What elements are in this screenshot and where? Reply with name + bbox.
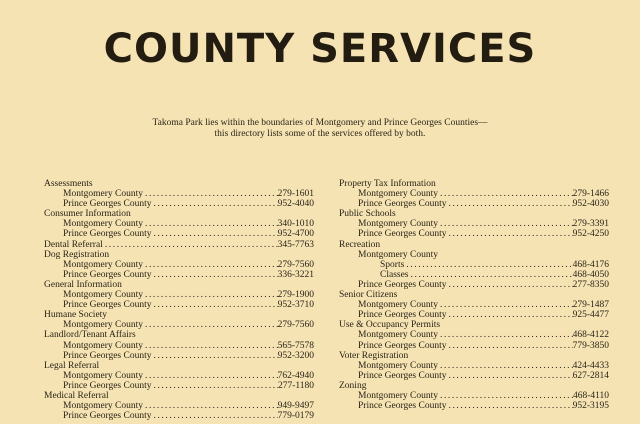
dot-leader xyxy=(103,240,278,250)
dot-leader xyxy=(446,371,572,381)
directory-entry xyxy=(339,341,609,351)
entry-label: Consumer Information xyxy=(44,209,131,220)
entry-label: Montgomery County xyxy=(358,249,438,260)
directory-heading xyxy=(339,351,609,361)
directory-heading xyxy=(44,250,314,260)
entry-label: Prince Georges County xyxy=(358,229,447,240)
directory-entry xyxy=(44,411,314,421)
dot-leader xyxy=(151,300,277,310)
directory-entry xyxy=(44,320,314,330)
phone-number: 277-8350 xyxy=(572,279,609,290)
dot-leader xyxy=(446,341,572,351)
directory-entry xyxy=(339,199,609,209)
directory-heading xyxy=(339,240,609,250)
left-directory-column xyxy=(44,179,314,421)
directory-entry xyxy=(44,371,314,381)
dot-leader xyxy=(143,401,278,411)
directory-entry xyxy=(339,229,609,239)
dot-leader xyxy=(143,290,278,300)
directory-entry xyxy=(44,341,314,351)
entry-label: Prince Georges County xyxy=(358,370,447,381)
entry-label: Montgomery County xyxy=(63,259,143,270)
dot-leader xyxy=(438,361,573,371)
entry-label: Montgomery County xyxy=(63,219,143,230)
phone-number: 468-4122 xyxy=(572,330,609,341)
directory-entry xyxy=(44,300,314,310)
phone-number: 279-3391 xyxy=(572,219,609,230)
dot-leader xyxy=(143,320,278,330)
entry-label: Classes xyxy=(380,269,409,280)
dot-leader xyxy=(409,270,573,280)
entry-label: Landlord/Tenant Affairs xyxy=(44,330,136,341)
dot-leader xyxy=(151,381,277,391)
dot-leader xyxy=(446,199,572,209)
phone-number: 627-2814 xyxy=(572,370,609,381)
phone-number: 952-4700 xyxy=(277,229,314,240)
phone-number: 952-3710 xyxy=(277,300,314,311)
entry-label: Prince Georges County xyxy=(63,269,152,280)
directory-entry xyxy=(44,401,314,411)
directory-heading xyxy=(44,310,314,320)
entry-label: Prince Georges County xyxy=(358,340,447,351)
entry-label: Montgomery County xyxy=(63,370,143,381)
dot-leader xyxy=(404,260,572,270)
directory-entry xyxy=(44,351,314,361)
entry-label: Montgomery County xyxy=(358,189,438,200)
dot-leader xyxy=(438,391,573,401)
directory-entry xyxy=(339,300,609,310)
entry-label: Prince Georges County xyxy=(358,199,447,210)
dot-leader xyxy=(143,189,278,199)
entry-label: Medical Referral xyxy=(44,390,109,401)
entry-label: Recreation xyxy=(339,239,381,250)
phone-number: 952-3195 xyxy=(572,401,609,412)
entry-label: Montgomery County xyxy=(63,189,143,200)
directory-heading xyxy=(339,179,609,189)
entry-label: Montgomery County xyxy=(358,390,438,401)
phone-number: 779-0179 xyxy=(277,411,314,422)
intro-text xyxy=(0,118,640,140)
phone-number: 279-1601 xyxy=(277,189,314,200)
phone-number: 345-7763 xyxy=(277,239,314,250)
phone-number: 779-3850 xyxy=(572,340,609,351)
entry-label: Montgomery County xyxy=(63,290,143,301)
directory-heading xyxy=(339,381,609,391)
dot-leader xyxy=(438,330,573,340)
directory-heading xyxy=(44,280,314,290)
phone-number: 424-4433 xyxy=(572,360,609,371)
directory-heading xyxy=(339,320,609,330)
phone-number: 279-1487 xyxy=(572,300,609,311)
entry-label: Assessments xyxy=(44,179,93,189)
dot-leader xyxy=(438,189,573,199)
directory-entry xyxy=(339,280,609,290)
entry-label: Prince Georges County xyxy=(358,279,447,290)
entry-label: Senior Citizens xyxy=(339,290,398,301)
directory-heading xyxy=(44,179,314,189)
dot-leader xyxy=(438,300,573,310)
dot-leader xyxy=(446,280,572,290)
directory-entry xyxy=(339,361,609,371)
entry-label: Dog Registration xyxy=(44,249,110,260)
entry-label: Sports xyxy=(380,259,405,270)
entry-label: Legal Referral xyxy=(44,360,100,371)
phone-number: 952-4250 xyxy=(572,229,609,240)
directory-heading xyxy=(44,391,314,401)
directory-entry xyxy=(44,199,314,209)
directory-heading xyxy=(339,209,609,219)
entry-label: Prince Georges County xyxy=(63,380,152,391)
directory-heading xyxy=(44,209,314,219)
entry-label: Humane Society xyxy=(44,310,108,321)
phone-number: 468-4176 xyxy=(572,259,609,270)
entry-label: Public Schools xyxy=(339,209,396,220)
phone-number: 565-7578 xyxy=(277,340,314,351)
directory-entry xyxy=(44,270,314,280)
directory-entry xyxy=(339,270,609,280)
dot-leader xyxy=(151,229,277,239)
page-title: COUNTY SERVICES xyxy=(103,26,537,72)
phone-number: 925-4477 xyxy=(572,310,609,321)
dot-leader xyxy=(446,401,572,411)
phone-number: 952-3200 xyxy=(277,350,314,361)
directory-heading xyxy=(44,361,314,371)
entry-label: Prince Georges County xyxy=(63,229,152,240)
phone-number: 340-1010 xyxy=(277,219,314,230)
directory-entry xyxy=(44,189,314,199)
phone-number: 336-3221 xyxy=(277,269,314,280)
phone-number: 279-1466 xyxy=(572,189,609,200)
directory-entry xyxy=(44,229,314,239)
dot-leader xyxy=(143,371,278,381)
intro-line-1: Takoma Park lies within the boundaries of Montgomery and Prince Georges Counties— xyxy=(152,118,488,128)
directory-entry xyxy=(339,260,609,270)
dot-leader xyxy=(151,351,277,361)
dot-leader xyxy=(143,260,278,270)
dot-leader xyxy=(438,219,573,229)
phone-number: 468-4050 xyxy=(572,269,609,280)
phone-number: 277-1180 xyxy=(277,380,314,391)
dot-leader xyxy=(151,199,277,209)
entry-label: Montgomery County xyxy=(358,219,438,230)
directory-entry xyxy=(339,330,609,340)
entry-label: Prince Georges County xyxy=(63,300,152,311)
directory-entry xyxy=(339,310,609,320)
entry-label: General Information xyxy=(44,279,122,290)
phone-number: 468-4110 xyxy=(572,390,609,401)
entry-label: Zoning xyxy=(339,380,367,391)
entry-label: Dental Referral xyxy=(44,239,103,250)
dot-leader xyxy=(446,229,572,239)
directory-entry xyxy=(339,371,609,381)
phone-number: 279-7560 xyxy=(277,259,314,270)
directory-entry xyxy=(44,290,314,300)
phone-number: 762-4940 xyxy=(277,370,314,381)
directory-entry xyxy=(339,189,609,199)
phone-number: 952-4030 xyxy=(572,199,609,210)
entry-label: Voter Registration xyxy=(339,350,409,361)
entry-label: Use & Occupancy Permits xyxy=(339,320,441,331)
entry-label: Prince Georges County xyxy=(63,199,152,210)
directory-entry xyxy=(339,401,609,411)
entry-label: Prince Georges County xyxy=(63,411,152,422)
phone-number: 279-1900 xyxy=(277,290,314,301)
entry-label: Montgomery County xyxy=(63,401,143,412)
directory-entry xyxy=(44,260,314,270)
dot-leader xyxy=(143,219,278,229)
entry-label: Montgomery County xyxy=(63,320,143,331)
dot-leader xyxy=(143,341,278,351)
phone-number: 952-4040 xyxy=(277,199,314,210)
directory-entry xyxy=(44,381,314,391)
directory-heading xyxy=(44,240,314,250)
directory-entry xyxy=(339,219,609,229)
entry-label: Property Tax Information xyxy=(339,179,436,189)
intro-line-2: this directory lists some of the services offered by both. xyxy=(214,129,426,139)
entry-label: Montgomery County xyxy=(358,330,438,341)
right-directory-column xyxy=(339,179,609,411)
directory-heading xyxy=(339,290,609,300)
entry-label: Prince Georges County xyxy=(358,310,447,321)
dot-leader xyxy=(151,270,277,280)
dot-leader xyxy=(151,411,277,421)
phone-number: 279-7560 xyxy=(277,320,314,331)
directory-heading xyxy=(44,330,314,340)
entry-label: Montgomery County xyxy=(358,360,438,371)
phone-number: 949-9497 xyxy=(277,401,314,412)
entry-label: Prince Georges County xyxy=(63,350,152,361)
directory-entry xyxy=(339,391,609,401)
entry-label: Montgomery County xyxy=(63,340,143,351)
dot-leader xyxy=(446,310,572,320)
entry-label: Montgomery County xyxy=(358,300,438,311)
directory-entry xyxy=(44,219,314,229)
directory-entry xyxy=(339,250,609,260)
entry-label: Prince Georges County xyxy=(358,401,447,412)
